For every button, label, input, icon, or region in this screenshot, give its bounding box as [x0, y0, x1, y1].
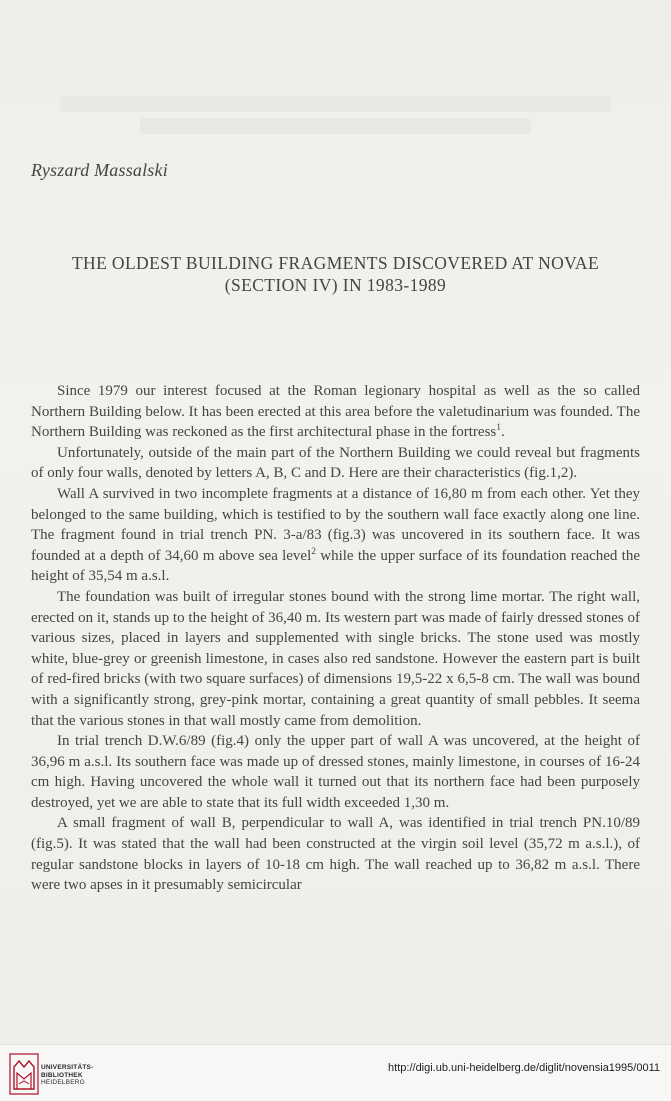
paragraph: Since 1979 our interest focused at the Roman legionary hospital as well as the so called Northern Building below. It has been erected at this area before the valetudinarium was founded. The Northern Building was reckoned as the first architectural phase in the fortress$^1$. — [31, 383, 640, 441]
article-body — [31, 381, 640, 896]
article-title-line-2: (SECTION IV) IN 1983-1989 — [224, 275, 447, 295]
author-name: Ryszard Massalski — [31, 160, 168, 180]
paragraph: The foundation was built of irregular stones bound with the strong lime mortar. The right wall, erected on it, stands up to the height of 36,40 m. Its western part was made of fairly dressed stones of various sizes, placed in layers and supplemented with single bricks. The stone used was mostly white, blue-grey or greenish limestone, in cases also red sandstone. However the eastern part is built of red-fired bricks (with two square surfaces) of dimensions 19,5-22 x 6,5-8 cm. The wall was bound with a significantly strong, grey-pink mortar, containing a great quantity of small pebbles. It seema that the various stones in that wall mostly came from demolition. — [31, 588, 640, 729]
bleed-through-shadow — [60, 96, 611, 112]
article-title-line-1: THE OLDEST BUILDING FRAGMENTS DISCOVERED AT NOVAE — [71, 253, 600, 273]
heidelberg-library-logo-icon[interactable] — [9, 1053, 39, 1095]
footnote-marker[interactable]: 2 — [311, 546, 317, 557]
paragraph: A small fragment of wall B, perpendicular to wall A, was identified in trial trench PN.10/89 (fig.5). It was stated that the wall had been constructed at the virgin soil level (35,72 m a.s.l.), of regular sandstone blocks in layers of 10-18 cm high. The wall reached up to 36,82 m a.s.l. There were two apses in it presumably semicircular — [31, 815, 640, 894]
paragraph: Wall A survived in two incomplete fragments at a distance of 16,80 m from each other. Yet they belonged to the same building, which is testified to by the southern wall face exactly along one line. The fragment found in trial trench PN. 3-a/83 (fig.3) was uncovered in its southern face. It was founded at a depth of 34,60 m above sea level$^2$ while the upper surface of its foundation reached the height of 35,54 m a.s.l. — [31, 485, 640, 585]
source-url-link[interactable]: http://digi.ub.uni-heidelberg.de/diglit/novensia1995/0011 — [388, 1062, 660, 1074]
paragraph: Unfortunately, outside of the main part of the Northern Building we could reveal but fragments of only four walls, denoted by letters A, B, C and D. Here are their characteristics (fig.1,2). — [31, 444, 640, 482]
library-name: UNIVERSITÄTS- BIBLIOTHEK HEIDELBERG — [41, 1064, 94, 1086]
paragraph: In trial trench D.W.6/89 (fig.4) only the upper part of wall A was uncovered, at the height of 36,96 m a.s.l. Its southern face was made up of dressed stones, mainly limestone, in courses of 16-24 cm high. Having uncovered the whole wall it turned out that its northern face had been purposely destroyed, yet we are able to state that its full width exceeded 1,30 m. — [31, 733, 640, 811]
digitization-footer — [0, 1044, 671, 1101]
bleed-through-shadow — [140, 118, 531, 134]
footnote-marker[interactable]: 1 — [496, 423, 502, 434]
